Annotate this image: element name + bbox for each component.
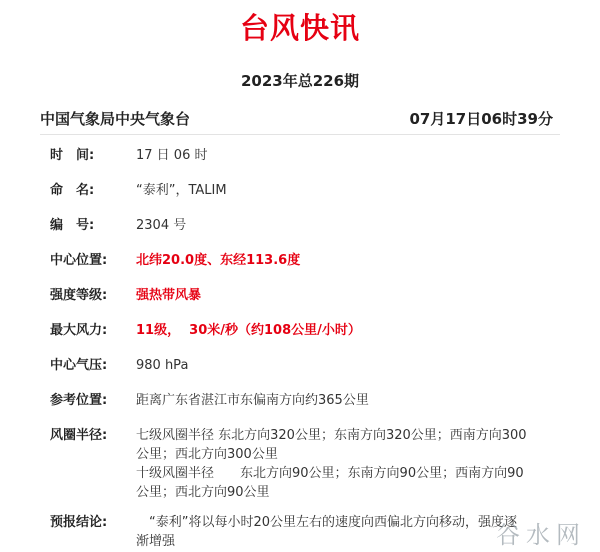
issue-number: 2023年总226期: [240, 72, 360, 90]
field-center-pressure-label: 中心气压:: [50, 358, 108, 373]
field-wind-radius-label: 风圈半径:: [50, 428, 108, 443]
forecast-line: 渐增强: [136, 534, 176, 549]
field-max-wind-value: 11级， 30米/秒（约108公里/小时）: [136, 323, 361, 338]
field-name-label: 命 名:: [50, 183, 95, 198]
field-forecast-label: 预报结论:: [50, 515, 108, 530]
field-intensity-label: 强度等级:: [50, 288, 108, 303]
wind-radius-line: 十级风圈半径 东北方向90公里；东南方向90公里；西南方向90: [136, 466, 524, 481]
field-reference-position-label: 参考位置:: [50, 393, 108, 408]
bulletin-title: 台风快讯: [239, 11, 360, 45]
issuing-agency: 中国气象局中央气象台: [40, 110, 191, 128]
issue-time: 07月17日06时39分: [409, 110, 553, 128]
field-number-value: 2304 号: [136, 218, 187, 233]
wind-radius-line: 公里；西北方向300公里: [136, 447, 278, 462]
field-time-value: 17 日 06 时: [136, 148, 208, 163]
field-number-label: 编 号:: [50, 218, 95, 233]
header-divider: [40, 134, 560, 135]
field-time-label: 时 间:: [50, 148, 95, 163]
field-center-pressure-value: 980 hPa: [136, 358, 189, 373]
field-name-value: “泰利”，TALIM: [136, 183, 227, 198]
site-watermark: 谷水网: [496, 521, 586, 549]
forecast-line: “泰利”将以每小时20公里左右的速度向西偏北方向移动，强度逐: [136, 515, 518, 530]
field-reference-position-value: 距离广东省湛江市东偏南方向约365公里: [136, 393, 369, 408]
field-wind-radius-value: [136, 426, 556, 502]
wind-radius-line: 公里；西北方向90公里: [136, 485, 270, 500]
field-intensity-value: 强热带风暴: [136, 288, 202, 303]
field-center-position-value: 北纬20.0度、东经113.6度: [136, 253, 301, 268]
field-max-wind-label: 最大风力:: [50, 323, 108, 338]
field-center-position-label: 中心位置:: [50, 253, 108, 268]
field-forecast-value: [136, 513, 556, 551]
wind-radius-line: 七级风圈半径 东北方向320公里；东南方向320公里；西南方向300: [136, 428, 527, 443]
